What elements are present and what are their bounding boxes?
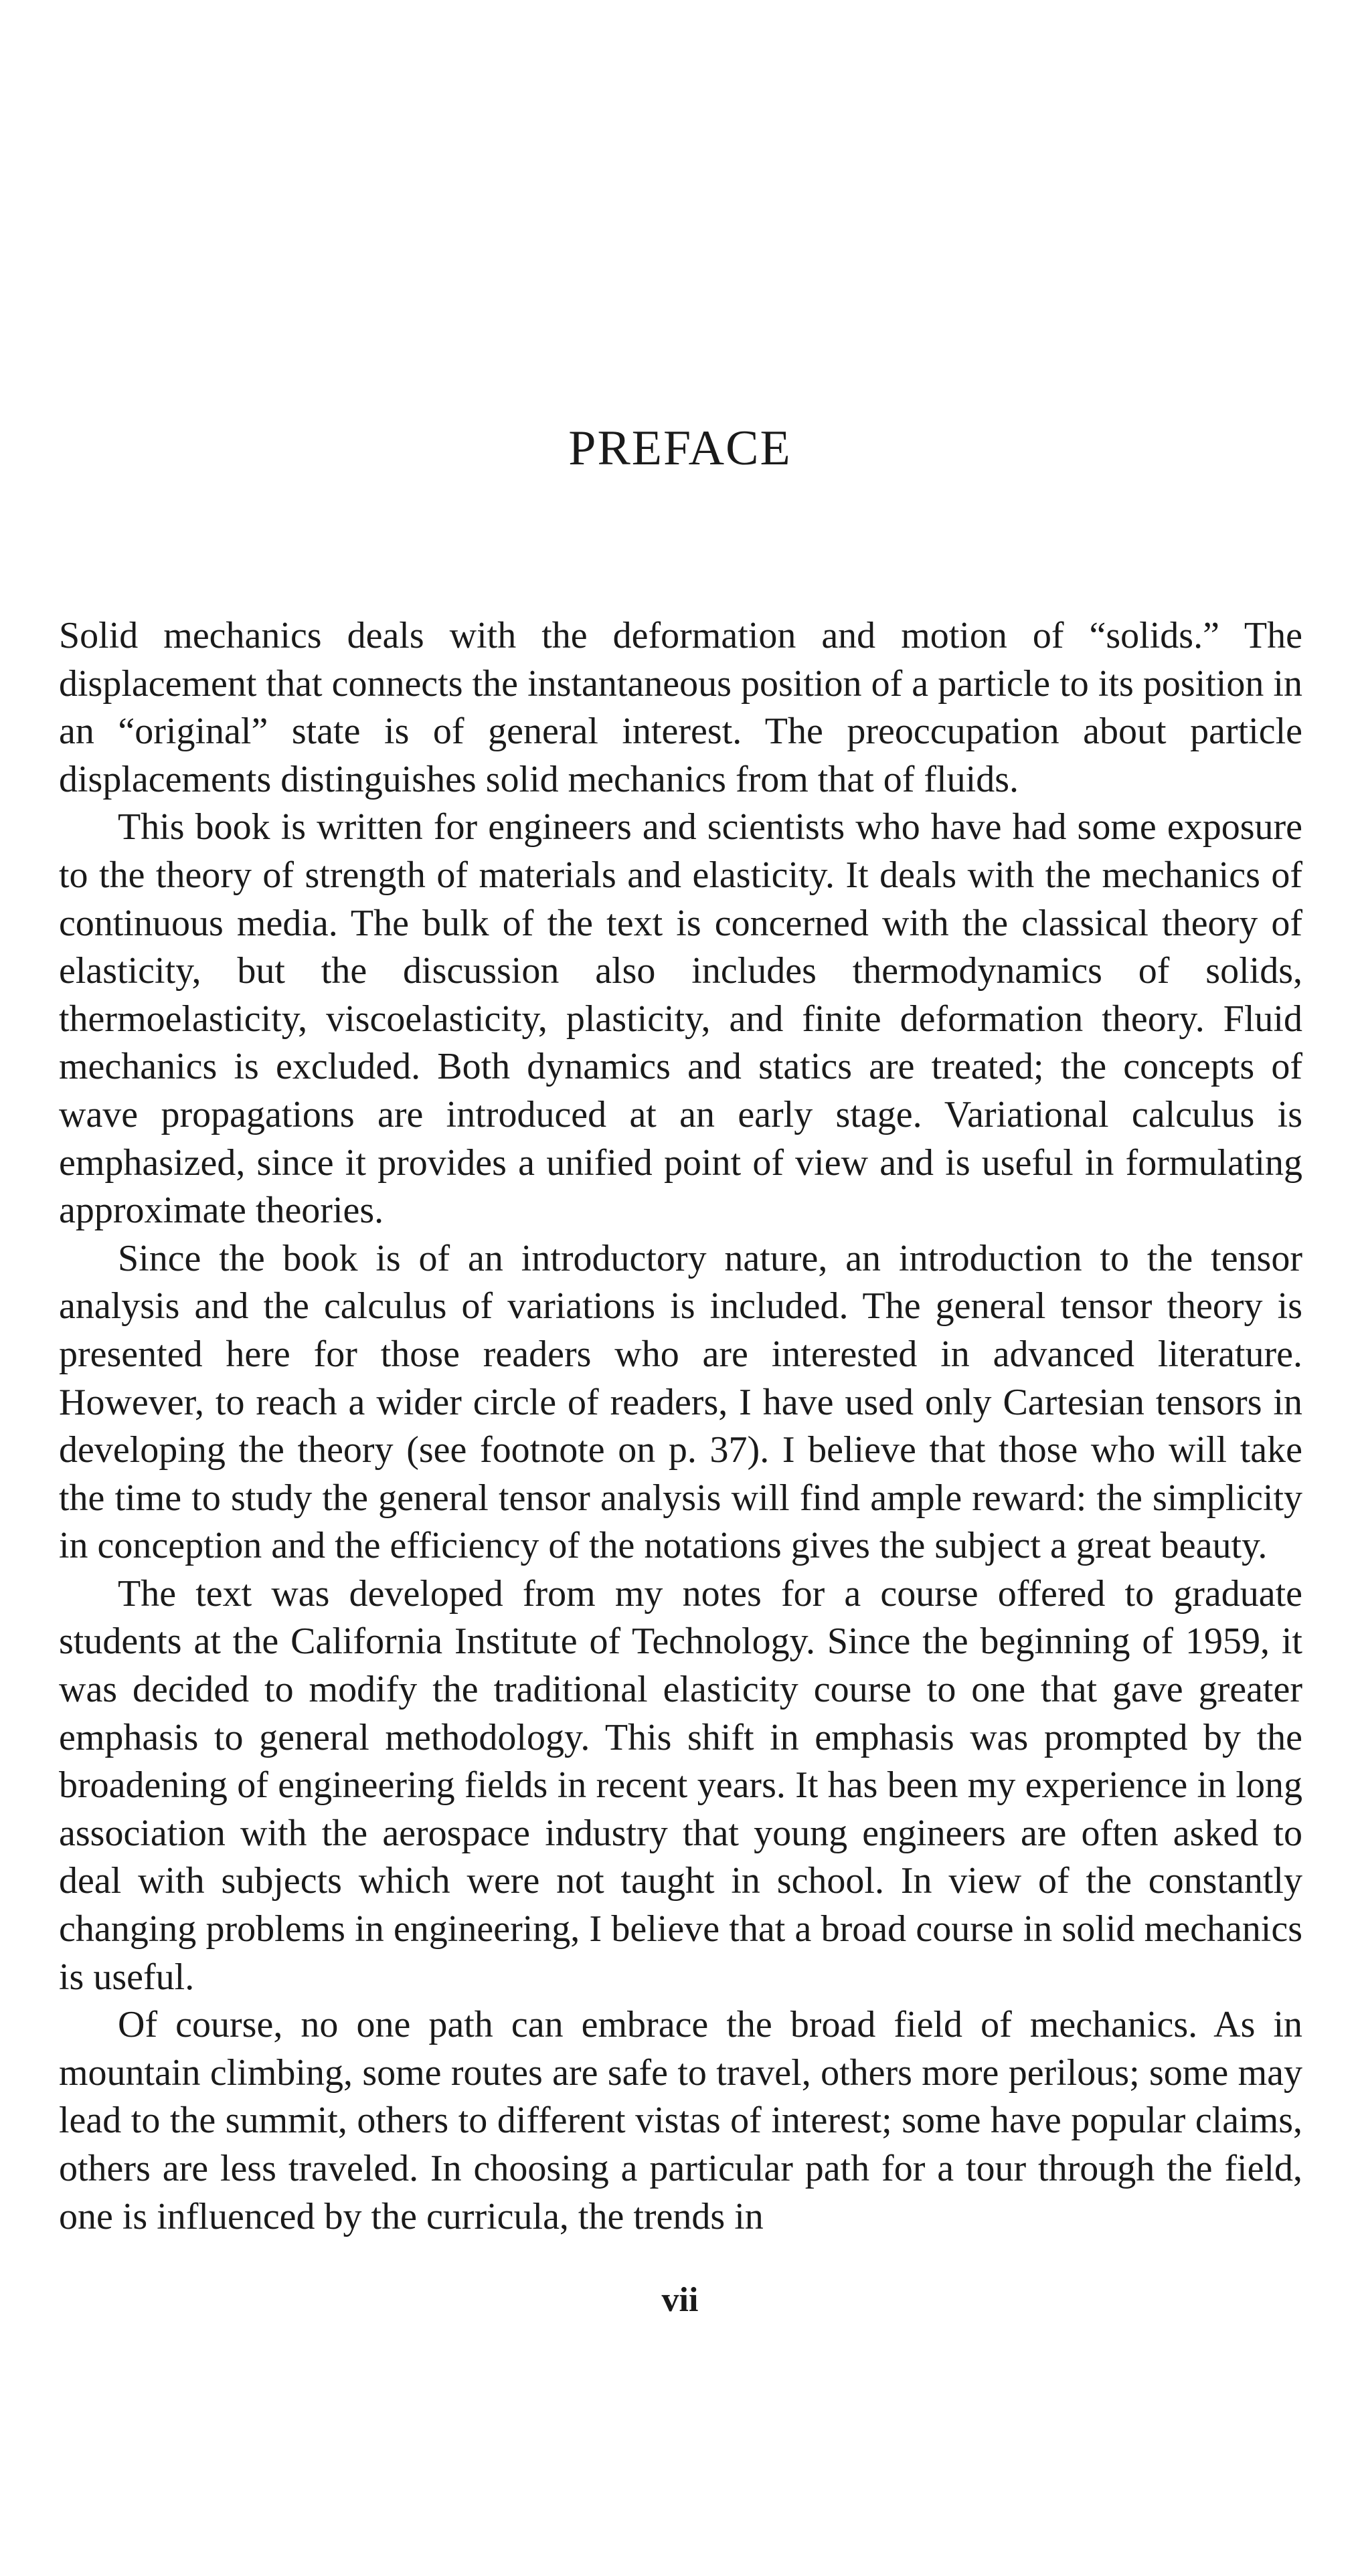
preface-body	[59, 612, 1302, 2241]
page-title: PREFACE	[568, 421, 792, 476]
paragraph-5: Of course, no one path can embrace the broad field of mechanics. As in mountain climbing, some routes are safe to travel, others more perilous; some may lead to the summit, others to different vistas of interest; some have popular claims, others are less traveled. In choosing a particular path for a tour through the field, one is influenced by the curricula, the trends in	[59, 2004, 1302, 2237]
paragraph-4: The text was developed from my notes for a course offered to graduate students at the California Institute of Technology. Since the beginning of 1959, it was decided to modify the traditional elasticity course to one that gave greater emphasis to general methodology. This shift in emphasis was prompted by the broadening of engineering fields in recent years. It has been my experience in long association with the aerospace industry that young engineers are often asked to deal with subjects which were not taught in school. In view of the constantly changing problems in engineering, I believe that a broad course in solid mechanics is useful.	[59, 1572, 1302, 1998]
paragraph-1: Solid mechanics deals with the deformation and motion of “solids.” The displacement that connects the instantaneous position of a particle to its position in an “original” state is of general interest. The preoccupation about particle displacements distinguishes solid mechanics from that of fluids.	[59, 615, 1302, 800]
paragraph-2: This book is written for engineers and scientists who have had some exposure to the theory of strength of materials and elasticity. It deals with the mechanics of continuous media. The bulk of the text is concerned with the classical theory of elasticity, but the discussion also includes thermodynamics of solids, thermoelasticity, viscoelasticity, plasticity, and finite deformation theory. Fluid mechanics is excluded. Both dynamics and statics are treated; the concepts of wave propagations are introduced at an early stage. Variational calculus is emphasized, since it provides a unified point of view and is useful in formulating approximate theories.	[59, 806, 1302, 1232]
page-number: vii	[661, 2281, 699, 2319]
paragraph-3: Since the book is of an introductory nature, an introduction to the tensor analysis and the calculus of variations is included. The general tensor theory is presented here for those readers who are interested in advanced literature. However, to reach a wider circle of readers, I have used only Cartesian tensors in developing the theory (see footnote on p. 37). I believe that those who will take the time to study the general tensor analysis will find ample reward: the simplicity in conception and the efficiency of the notations gives the subject a great beauty.	[59, 1237, 1302, 1567]
